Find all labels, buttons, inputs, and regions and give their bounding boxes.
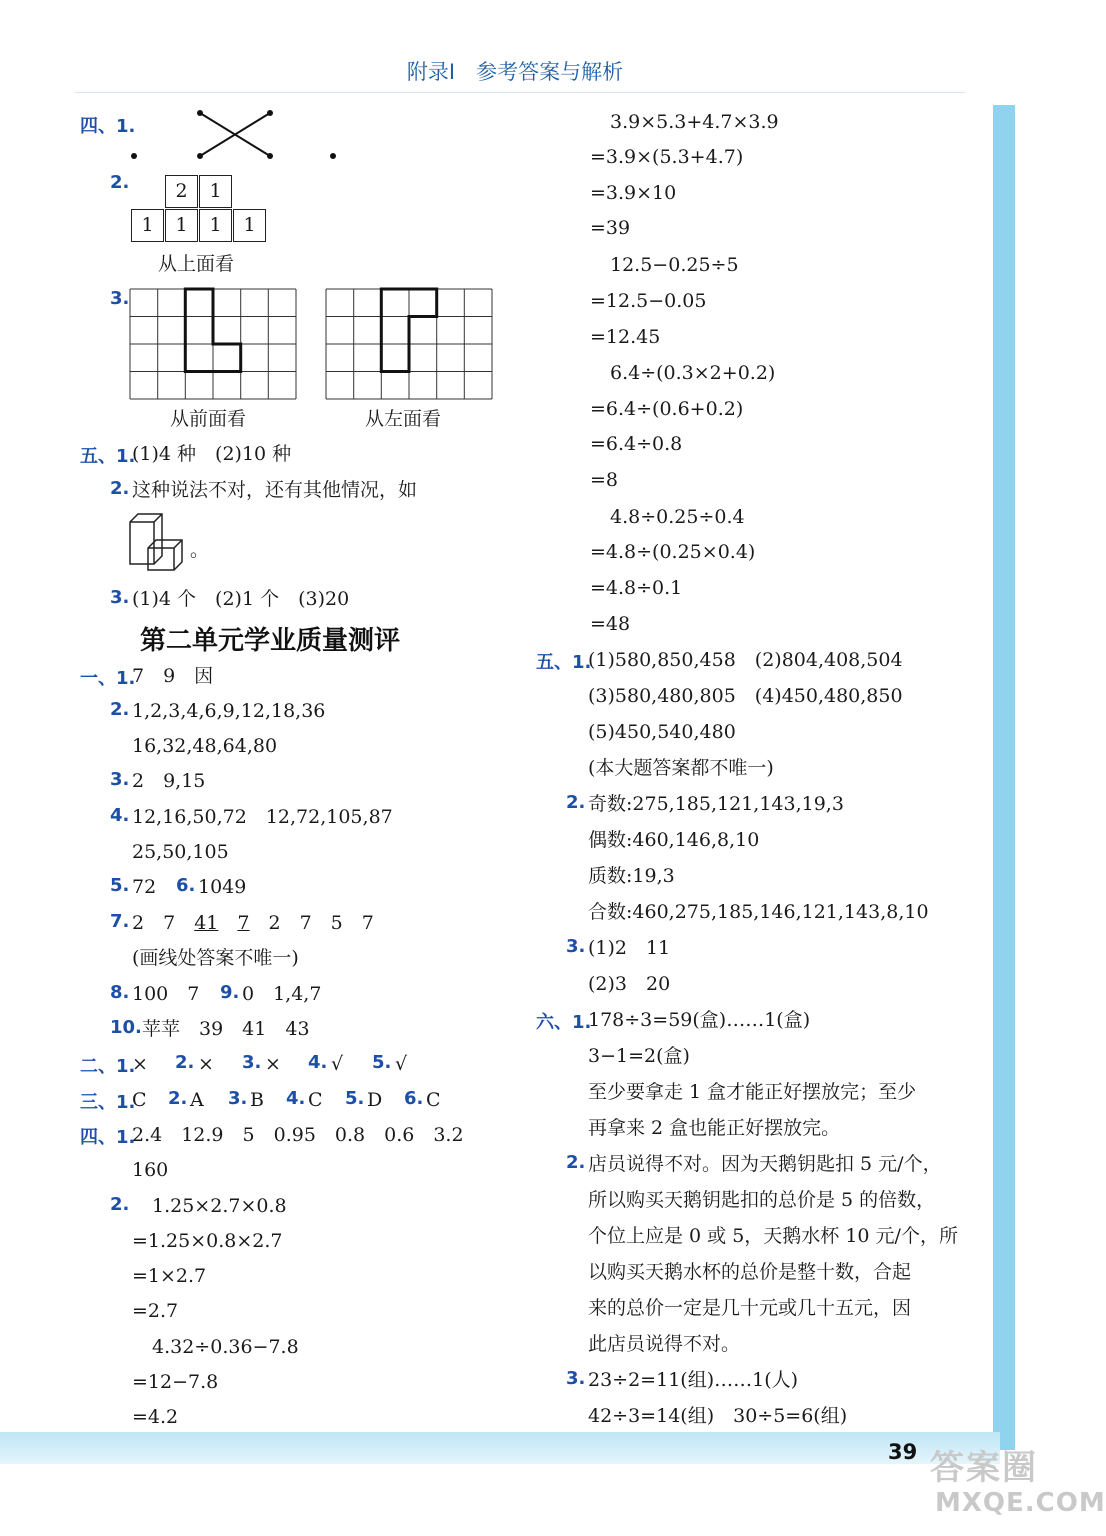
q1-7-text [132,911,374,935]
q1-5-label: 5. [110,875,130,896]
right-decorative-band [993,105,1015,1450]
calc-line: =12−7.8 [132,1371,219,1393]
q3-3-answer: B [250,1089,264,1111]
calc-line: 6.4÷(0.3×2+0.2) [610,362,776,384]
q2-4-label: 4. [308,1052,328,1073]
q1-6-text: 1049 [198,876,247,898]
q2-2-answer: × [198,1053,214,1075]
grid-cell: 1 [165,209,198,242]
r6-1-line: 再拿来 2 盒也能正好摆放完。 [588,1117,841,1139]
grid-cell: 1 [233,209,266,242]
q1-4-label: 4. [110,805,130,826]
r6-2-label: 2. [566,1152,586,1173]
calc-line: =3.9×(5.3+4.7) [590,146,744,168]
q1-8-label: 8. [110,982,130,1003]
q1-10-label: 10. [110,1017,142,1038]
q2-4-answer: √ [331,1053,344,1075]
header-rule [75,92,965,93]
r6-1-line: 3−1=2(盒) [588,1045,690,1067]
dot [330,153,336,159]
r5-1-line: (3)580,480,805 (4)450,480,850 [588,685,903,707]
q1-3-text: 2 9,15 [132,770,206,792]
calc-line: =4.2 [132,1406,179,1428]
r5-2-line: 质数:19,3 [588,865,675,887]
q4-1-text-2: 160 [132,1159,169,1181]
r5-3-line: (2)3 20 [588,973,671,995]
q1-7-part [218,912,237,934]
r6-2-line: 此店员说得不对。 [588,1333,741,1355]
q1-5-text: 72 [132,876,157,898]
q2-5-answer: √ [395,1053,408,1075]
q1-7-underlined: 41 [194,912,219,934]
r6-2-line: 来的总价一定是几十元或几十五元，因 [588,1297,912,1319]
calc-line: 3.9×5.3+4.7×3.9 [610,111,779,133]
q1-7-underlined: 7 [237,912,250,934]
dot [131,153,137,159]
bottom-decorative-band [0,1432,1000,1464]
section-5-1-text: (1)4 种 (2)10 种 [132,443,292,465]
r6-3-label: 3. [566,1368,586,1389]
calc-line: 4.8÷0.25÷0.4 [610,506,745,528]
q3-6-label: 6. [404,1088,424,1109]
top-view-caption: 从上面看 [158,253,235,275]
calc-line: =1.25×0.8×2.7 [132,1230,283,1252]
r6-2-line: 以购买天鹅水杯的总价是整十数，合起 [588,1261,912,1283]
calc-line: =6.4÷(0.6+0.2) [590,398,744,420]
calc-line: =6.4÷0.8 [590,433,683,455]
r5-1-label: 五、1. [536,652,592,673]
r6-3-line: 42÷3=14(组) 30÷5=6(组) [588,1405,848,1427]
section-5-3-text: (1)4 个 (2)1 个 (3)20 [132,588,350,610]
q3-1-answer: C [132,1089,147,1111]
q1-2-text-2: 16,32,48,64,80 [132,735,278,757]
section-4-2-label: 2. [110,172,130,193]
q3-5-answer: D [367,1089,383,1111]
q3-3-label: 3. [228,1088,248,1109]
r5-1-line: (5)450,540,480 [588,721,736,743]
q1-4-text: 12,16,50,72 12,72,105,87 [132,806,393,828]
section-5-2-text: 这种说法不对，还有其他情况，如 [132,479,418,501]
calc-line: =48 [590,613,631,635]
q1-9-label: 9. [220,982,240,1003]
q3-6-answer: C [426,1089,441,1111]
r5-2-line: 合数:460,275,185,146,121,143,8,10 [588,901,929,923]
watermark-url: MXQE.COM [935,1488,1106,1518]
unit-title: 第二单元学业质量测评 [140,626,401,656]
calc-line: =4.8÷(0.25×0.4) [590,541,756,563]
q4-1-label: 四、1. [80,1127,136,1148]
calc-line: =39 [590,217,631,239]
calc-line: 4.32÷0.36−7.8 [152,1336,299,1358]
calc-line: 1.25×2.7×0.8 [152,1195,287,1217]
r6-1-label: 六、1. [536,1012,592,1033]
calc-line: =1×2.7 [132,1265,207,1287]
q1-3-label: 3. [110,769,130,790]
r6-2-line: 个位上应是 0 或 5，天鹅水杯 10 元/个，所 [588,1225,958,1247]
q3-2-label: 2. [168,1088,188,1109]
calc-line: =2.7 [132,1300,179,1322]
grid-cell: 1 [131,209,164,242]
section-5-2-label: 2. [110,478,130,499]
section-5-1-label: 五、1. [80,446,136,467]
q1-7-part: 2 7 5 7 [249,912,374,934]
q1-7-label: 7. [110,911,130,932]
page-number: 39 [888,1440,918,1464]
q2-5-label: 5. [372,1052,392,1073]
r5-3-label: 3. [566,936,586,957]
q1-1-label: 一、1. [80,668,136,689]
q1-7-part: 2 7 [132,912,195,934]
r6-2-line: 所以购买天鹅钥匙扣的总价是 5 的倍数， [588,1189,936,1211]
r5-1-line: (本大题答案都不唯一) [588,757,774,779]
q2-3-label: 3. [242,1052,262,1073]
calc-line: =4.8÷0.1 [590,577,683,599]
r6-3-line: 23÷2=11(组)……1(人) [588,1369,799,1391]
q2-2-label: 2. [175,1052,195,1073]
grid-cell: 1 [199,209,232,242]
q3-4-answer: C [308,1089,323,1111]
q1-2-label: 2. [110,699,130,720]
matching-diagram [120,105,350,165]
r6-1-line: 至少要拿走 1 盒才能正好摆放完；至少 [588,1081,917,1103]
r5-1-line: (1)580,850,458 (2)804,408,504 [588,649,903,671]
front-view-caption: 从前面看 [170,408,247,430]
front-view-grid [130,289,298,401]
section-5-3-label: 3. [110,587,130,608]
q3-2-answer: A [190,1089,204,1111]
calc-line: =12.45 [590,326,661,348]
q1-1-text: 7 9 因 [132,665,214,687]
section-4-3-label: 3. [110,288,130,309]
calc-line: 12.5−0.25÷5 [610,254,739,276]
r5-3-line: (1)2 11 [588,937,671,959]
cube-stack-figure [128,512,190,572]
section-5-2-end: 。 [190,539,210,561]
q2-label: 二、1. [80,1056,136,1077]
left-view-grid [326,289,494,401]
q3-label: 三、1. [80,1092,136,1113]
q3-5-label: 5. [345,1088,365,1109]
r5-2-line: 偶数:460,146,8,10 [588,829,760,851]
r6-2-line: 店员说得不对。因为天鹅钥匙扣 5 元/个， [588,1153,942,1175]
q2-1-answer: × [132,1053,148,1075]
r6-1-line: 178÷3=59(盒)……1(盒) [588,1009,811,1031]
grid-cell: 1 [199,175,232,208]
q4-2-label: 2. [110,1194,130,1215]
q1-10-text: 苹苹 39 41 43 [142,1018,310,1040]
page-header: 附录Ⅰ 参考答案与解析 [406,60,624,84]
q1-6-label: 6. [176,875,196,896]
watermark-logo: 答案圈 [930,1448,1038,1488]
q1-2-text: 1,2,3,4,6,9,12,18,36 [132,700,326,722]
grid-cell: 2 [165,175,198,208]
q4-1-text: 2.4 12.9 5 0.95 0.8 0.6 3.2 [132,1124,464,1146]
q1-8-text: 100 7 [132,983,200,1005]
section-4-1-label: 四、1. [80,116,136,137]
q1-7-note: (画线处答案不唯一) [132,947,299,969]
q2-3-answer: × [265,1053,281,1075]
q3-4-label: 4. [286,1088,306,1109]
calc-line: =3.9×10 [590,182,677,204]
q1-9-text: 0 1,4,7 [242,983,322,1005]
r5-2-line: 奇数:275,185,121,143,19,3 [588,793,844,815]
left-view-caption: 从左面看 [365,408,442,430]
calc-line: =8 [590,469,619,491]
calc-line: =12.5−0.05 [590,290,707,312]
r5-2-label: 2. [566,792,586,813]
q1-4-text-2: 25,50,105 [132,841,229,863]
